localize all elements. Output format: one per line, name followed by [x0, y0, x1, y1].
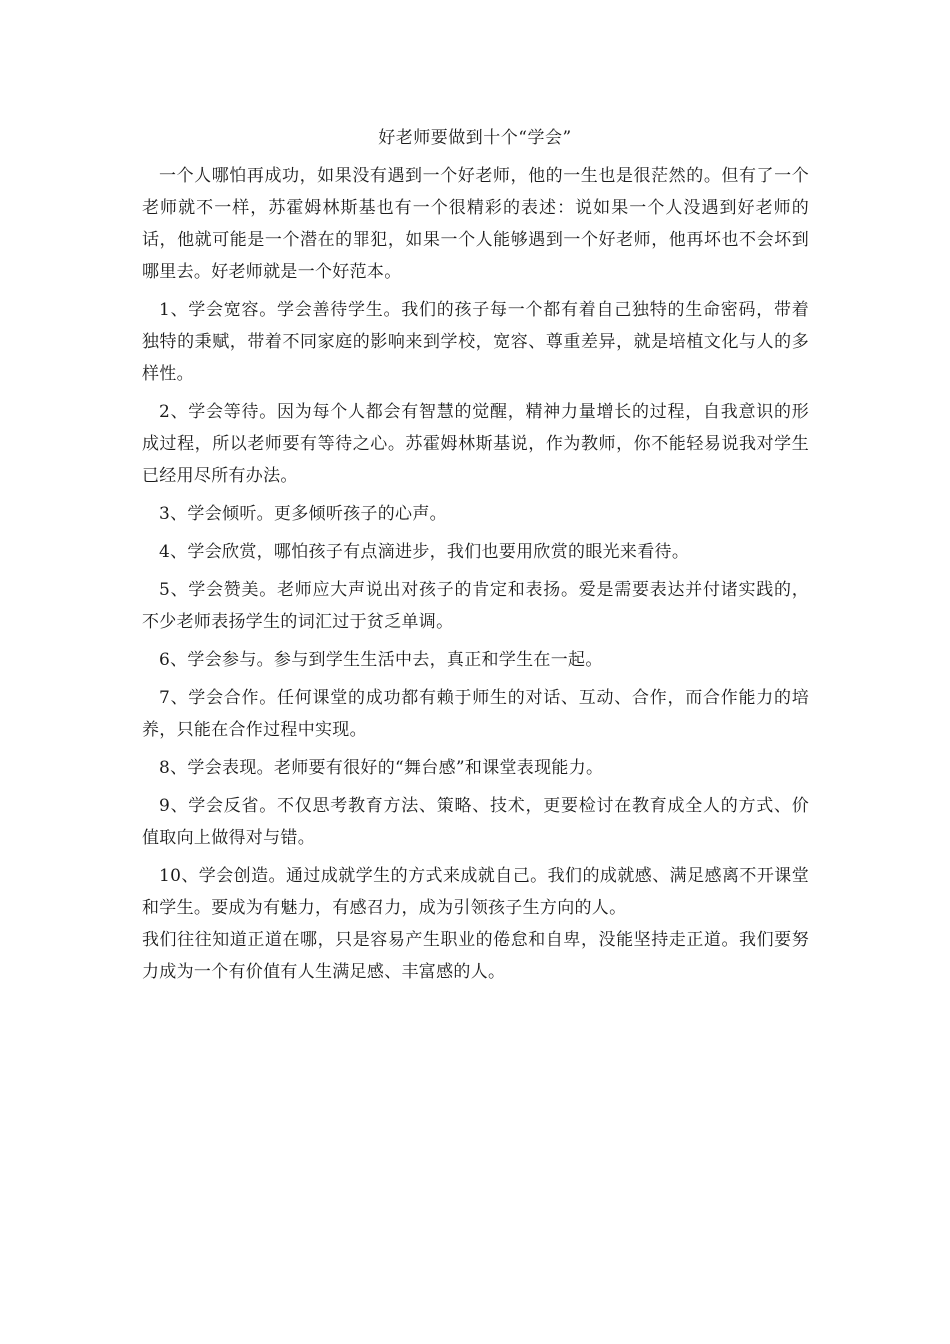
list-item: 1、学会宽容。学会善待学生。我们的孩子每一个都有着自己独特的生命密码，带着独特的秉赋，带着不同家庭的影响来到学校，宽容、尊重差异，就是培植文化与人的多样性。	[142, 300, 809, 384]
list-item: 5、学会赞美。老师应大声说出对孩子的肯定和表扬。爱是需要表达并付诸实践的，不少老师表扬学生的词汇过于贫乏单调。	[142, 580, 809, 632]
list-item: 2、学会等待。因为每个人都会有智慧的觉醒，精神力量增长的过程，自我意识的形成过程，所以老师要有等待之心。苏霍姆林斯基说，作为教师，你不能轻易说我对学生已经用尽所有办法。	[142, 402, 809, 486]
conclusion-paragraph: 我们往往知道正道在哪，只是容易产生职业的倦怠和自卑，没能坚持走正道。我们要努力成为一个有价值有人生满足感、丰富感的人。	[142, 930, 809, 982]
list-item: 10、学会创造。通过成就学生的方式来成就自己。我们的成就感、满足感离不开课堂和学生。要成为有魅力，有感召力，成为引领孩子生方向的人。	[142, 866, 809, 918]
list-item: 6、学会参与。参与到学生生活中去，真正和学生在一起。	[159, 650, 603, 670]
list-item: 7、学会合作。任何课堂的成功都有赖于师生的对话、互动、合作，而合作能力的培养，只能在合作过程中实现。	[142, 688, 809, 740]
intro-paragraph: 一个人哪怕再成功，如果没有遇到一个好老师，他的一生也是很茫然的。但有了一个老师就不一样，苏霍姆林斯基也有一个很精彩的表述：说如果一个人没遇到好老师的话，他就可能是一个潜在的罪犯，如果一个人能够遇到一个好老师，他再坏也不会坏到哪里去。好老师就是一个好范本。	[142, 166, 809, 282]
document-title: 好老师要做到十个“学会”	[378, 128, 572, 148]
document-body	[142, 160, 809, 988]
list-item: 3、学会倾听。更多倾听孩子的心声。	[159, 504, 447, 524]
list-item: 8、学会表现。老师要有很好的“舞台感”和课堂表现能力。	[159, 758, 604, 778]
list-item: 9、学会反省。不仅思考教育方法、策略、技术，更要检讨在教育成全人的方式、价值取向上做得对与错。	[142, 796, 809, 848]
list-item: 4、学会欣赏，哪怕孩子有点滴进步，我们也要用欣赏的眼光来看待。	[159, 542, 690, 562]
